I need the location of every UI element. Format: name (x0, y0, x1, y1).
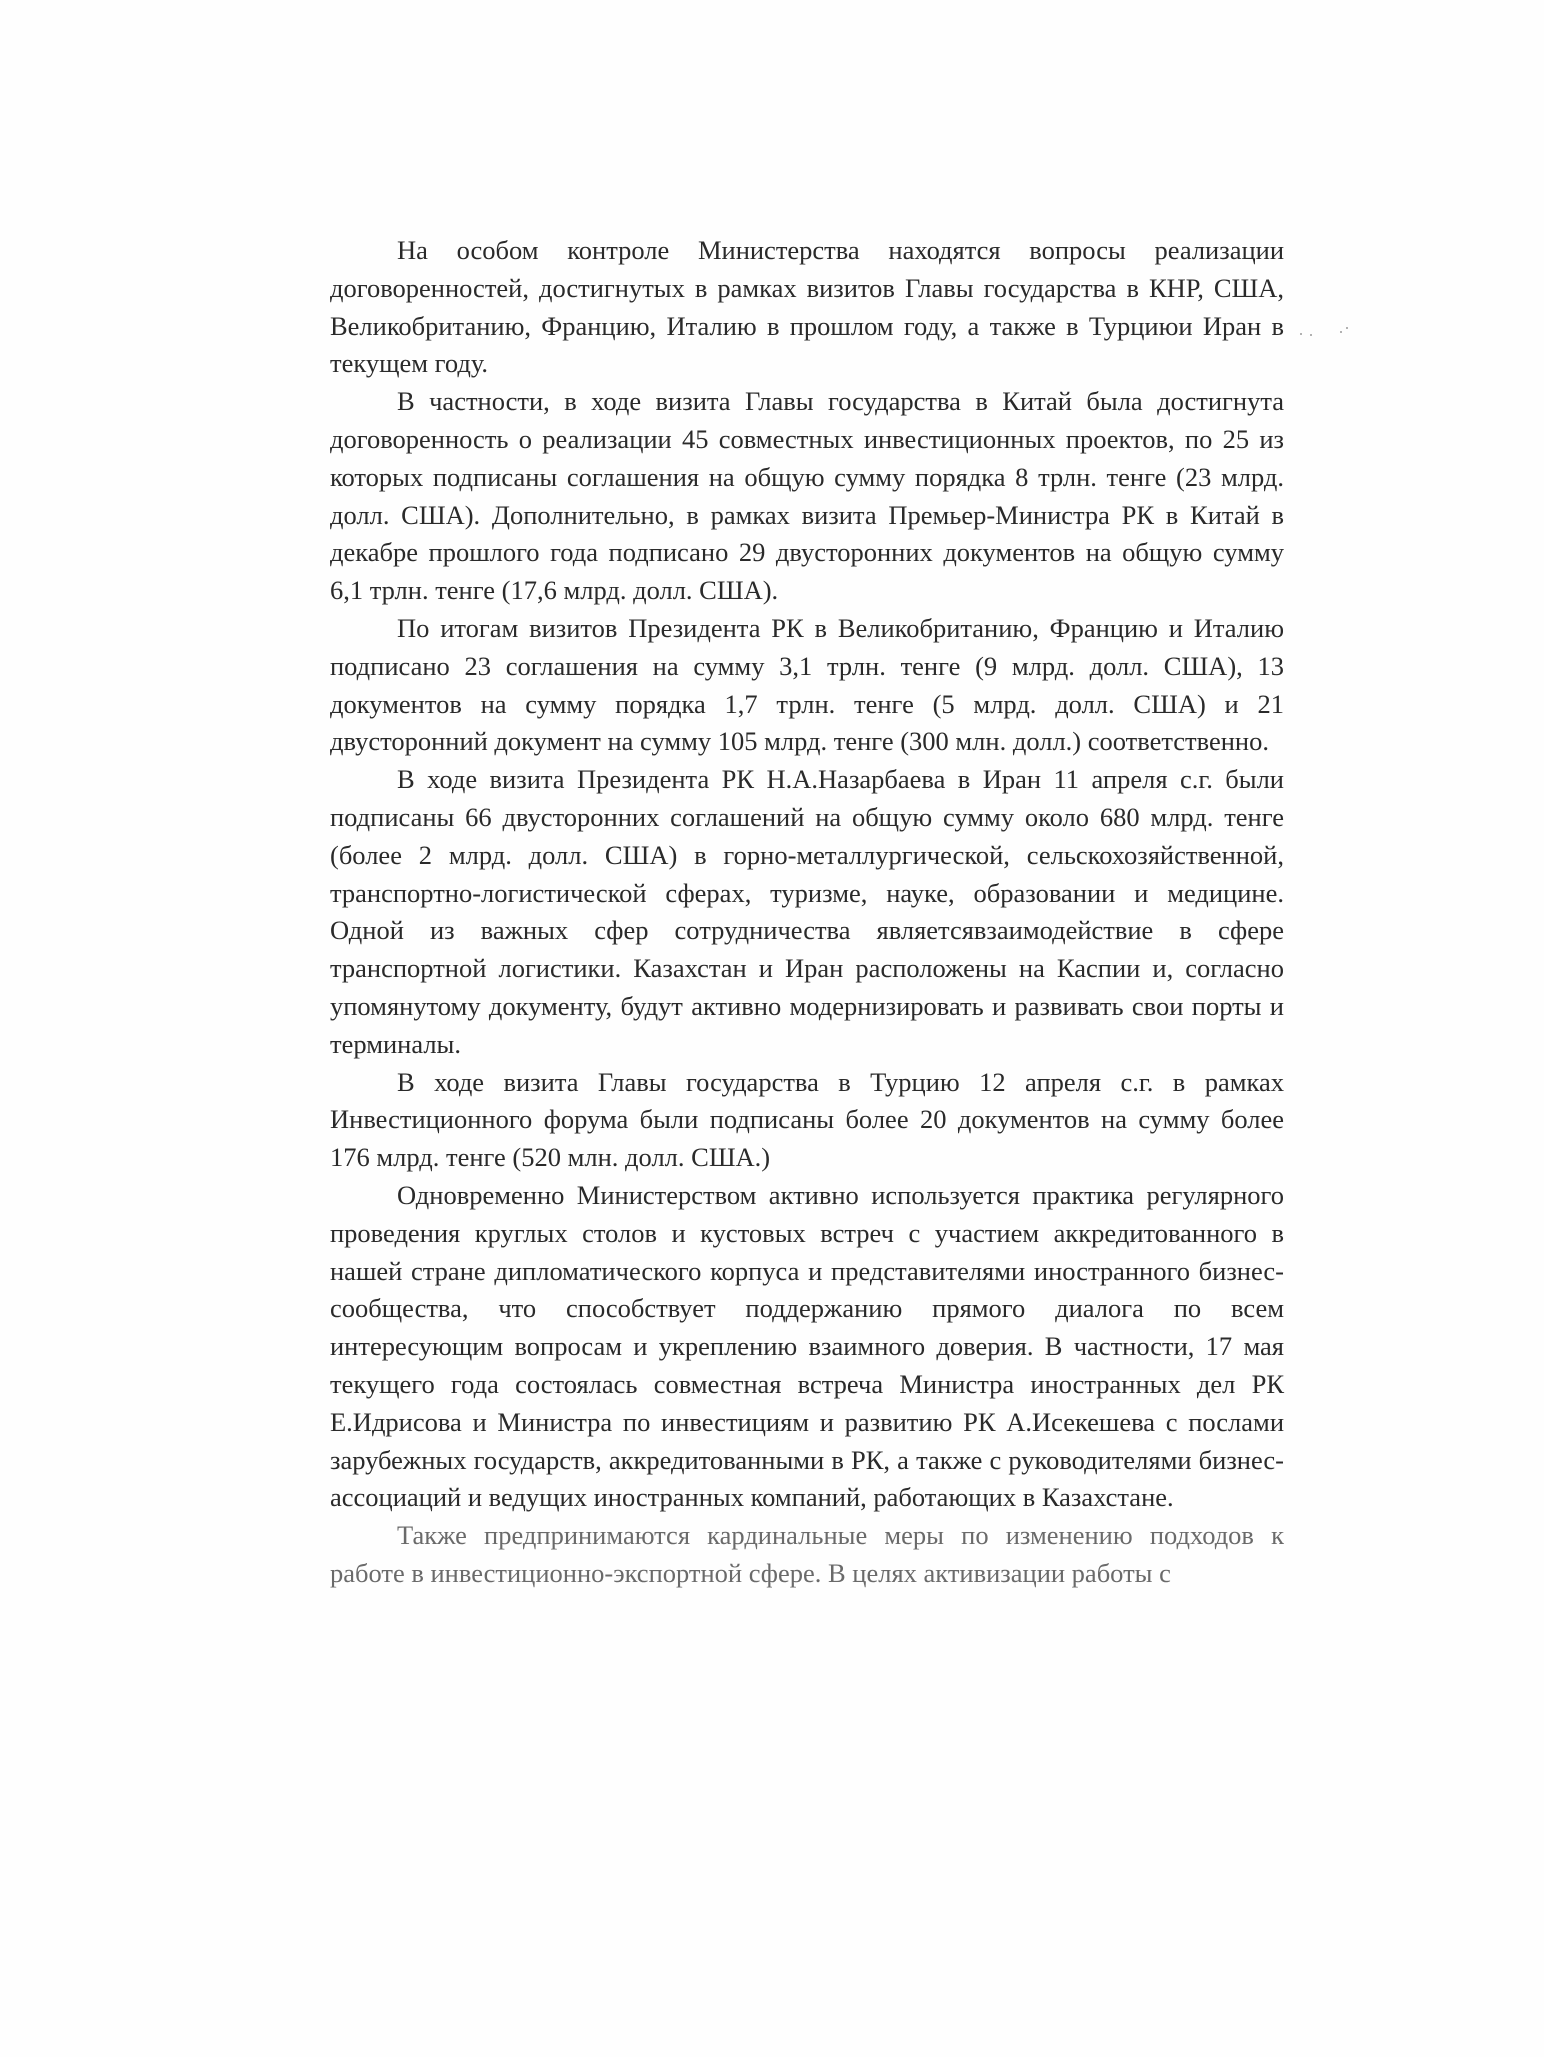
paragraph-agreements-control: На особом контроле Министерства находятся вопросы реализации договоренностей, достигнутых в рамках визитов Главы государства в КНР, США, Великобританию, Францию, Италию в прошлом году, а также в Турциюи Иран в текущем году. (330, 235, 1284, 379)
paragraph-round-tables: Одновременно Министерством активно используется практика регулярного проведения круглых столов и кустовых встреч с участием аккредитованного в нашей стране дипломатического корпуса и представителями иностранного бизнес-сообщества, что способствует поддержанию прямого диалога по всем интересующим вопросам и укреплению взаимного доверия. В частности, 17 мая текущего года состоялась совместная встреча Министра иностранных дел РК Е.Идрисова и Министра по инвестициям и развитию РК А.Исекешева с послами зарубежных государств, аккредитованными в РК, а также с руководителями бизнес-ассоциаций и ведущих иностранных компаний, работающих в Казахстане. (330, 1179, 1284, 1513)
paragraph-turkey-visit: В ходе визита Главы государства в Турцию 12 апреля с.г. в рамках Инвестиционного форума были подписаны более 20 документов на сумму более 176 млрд. тенге (520 млн. долл. США.) (330, 1066, 1284, 1173)
document-body (330, 232, 1284, 1593)
scan-specks (1300, 325, 1360, 345)
paragraph-investment-export: Также предпринимаются кардинальные меры по изменению подходов к работе в инвестиционно-экспортной сфере. В целях активизации работы с (330, 1520, 1284, 1588)
paragraph-europe-visits: По итогам визитов Президента РК в Великобританию, Францию и Италию подписано 23 соглашения на сумму 3,1 трлн. тенге (9 млрд. долл. США), 13 документов на сумму порядка 1,7 трлн. тенге (5 млрд. долл. США) и 21 двусторонний документ на сумму 105 млрд. тенге (300 млн. долл.) соответственно. (330, 612, 1284, 757)
paragraph-iran-visit: В ходе визита Президента РК Н.А.Назарбаева в Иран 11 апреля с.г. были подписаны 66 двусторонних соглашений на общую сумму около 680 млрд. тенге (более 2 млрд. долл. США) в горно-металлургической, сельскохозяйственной, транспортно-логистической сферах, туризме, науке, образовании и медицине. Одной из важных сфер сотрудничества являетсявзаимодействие в сфере транспортной логистики. Казахстан и Иран расположены на Каспии и, согласно упомянутому документу, будут активно модернизировать и развивать свои порты и терминалы. (330, 764, 1284, 1059)
paragraph-china-visit: В частности, в ходе визита Главы государства в Китай была достигнута договоренность о реализации 45 совместных инвестиционных проектов, по 25 из которых подписаны соглашения на общую сумму порядка 8 трлн. тенге (23 млрд. долл. США). Дополнительно, в рамках визита Премьер-Министра РК в Китай в декабре прошлого года подписано 29 двусторонних документов на общую сумму 6,1 трлн. тенге (17,6 млрд. долл. США). (330, 386, 1284, 606)
